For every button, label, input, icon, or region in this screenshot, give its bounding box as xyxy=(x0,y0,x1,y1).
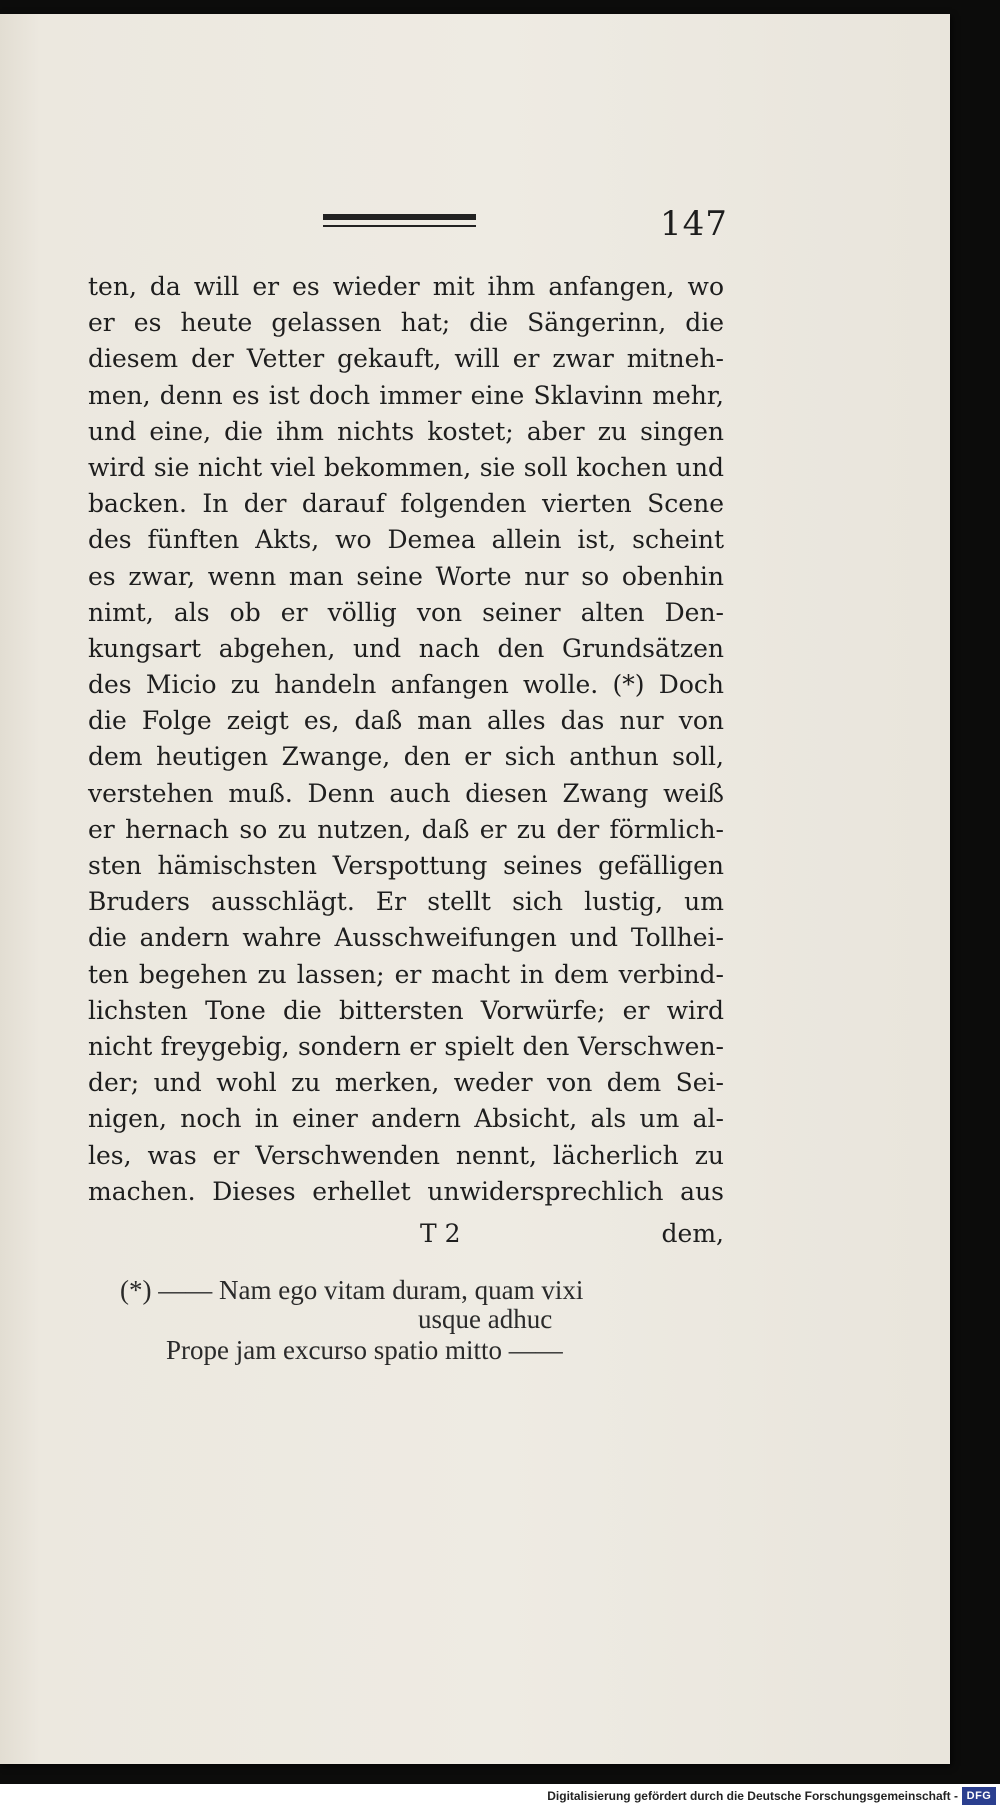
text-line: men, denn es ist doch immer eine Sklavinn mehr, xyxy=(88,380,724,410)
text-line: die andern wahre Ausschweifungen und Tollhei- xyxy=(88,923,724,953)
signature-mark: T 2 xyxy=(420,1219,461,1248)
body-text xyxy=(88,269,724,1210)
text-line: wird sie nicht viel bekommen, sie soll kochen und xyxy=(88,452,724,482)
text-line: er es heute gelassen hat; die Sängerinn, die xyxy=(88,308,724,338)
text-line: kungsart abgehen, und nach den Grundsätzen xyxy=(88,633,724,663)
header-rule xyxy=(323,214,476,227)
page-number: 147 xyxy=(660,204,728,244)
book-page xyxy=(0,14,950,1764)
text-line: lichsten Tone die bittersten Vorwürfe; er wird xyxy=(88,995,724,1025)
text-line: dem heutigen Zwange, den er sich anthun soll, xyxy=(88,742,724,772)
text-line: machen. Dieses erhellet unwidersprechlich aus xyxy=(88,1176,724,1206)
text-line: nimt, als ob er völlig von seiner alten Den- xyxy=(88,597,724,627)
dfg-logo-icon: DFG xyxy=(962,1787,996,1805)
text-line: des fünften Akts, wo Demea allein ist, scheint xyxy=(88,525,724,555)
catchword: dem, xyxy=(661,1219,724,1248)
text-line: les, was er Verschwenden nennt, lächerlich zu xyxy=(88,1140,724,1170)
footnote-line: (*) —— Nam ego vitam duram, quam vixi xyxy=(120,1275,584,1305)
text-line: der; und wohl zu merken, weder von dem Sei- xyxy=(88,1068,724,1098)
text-line: ten, da will er es wieder mit ihm anfangen, wo xyxy=(88,272,724,301)
footnote-line: usque adhuc xyxy=(418,1304,553,1334)
text-line: er hernach so zu nutzen, daß er zu der förmlich- xyxy=(88,814,724,844)
text-line: sten hämischsten Verspottung seines gefälligen xyxy=(88,851,724,880)
text-line: es zwar, wenn man seine Worte nur so obenhin xyxy=(88,561,724,591)
digitization-footer xyxy=(0,1784,1000,1811)
footnote-line: Prope jam excurso spatio mitto —— xyxy=(166,1335,563,1365)
text-line: backen. In der darauf folgenden vierten Scene xyxy=(88,489,724,519)
funding-credit: Digitalisierung gefördert durch die Deutsche Forschungsgemeinschaft - xyxy=(547,1789,958,1803)
footnote xyxy=(120,1276,730,1365)
text-line: Bruders ausschlägt. Er stellt sich lustig, um xyxy=(88,887,724,917)
text-line: diesem der Vetter gekauft, will er zwar mitneh- xyxy=(88,344,724,374)
text-line: nigen, noch in einer andern Absicht, als um al- xyxy=(88,1104,724,1134)
text-line: des Micio zu handeln anfangen wolle. (*) Doch xyxy=(88,670,724,700)
text-line: ten begehen zu lassen; er macht in dem verbind- xyxy=(88,959,724,989)
text-line: die Folge zeigt es, daß man alles das nur von xyxy=(88,706,724,736)
text-line: verstehen muß. Denn auch diesen Zwang weiß xyxy=(88,778,724,808)
text-line: nicht freygebig, sondern er spielt den Verschwen- xyxy=(88,1031,724,1061)
text-line: und eine, die ihm nichts kostet; aber zu singen xyxy=(88,416,724,446)
